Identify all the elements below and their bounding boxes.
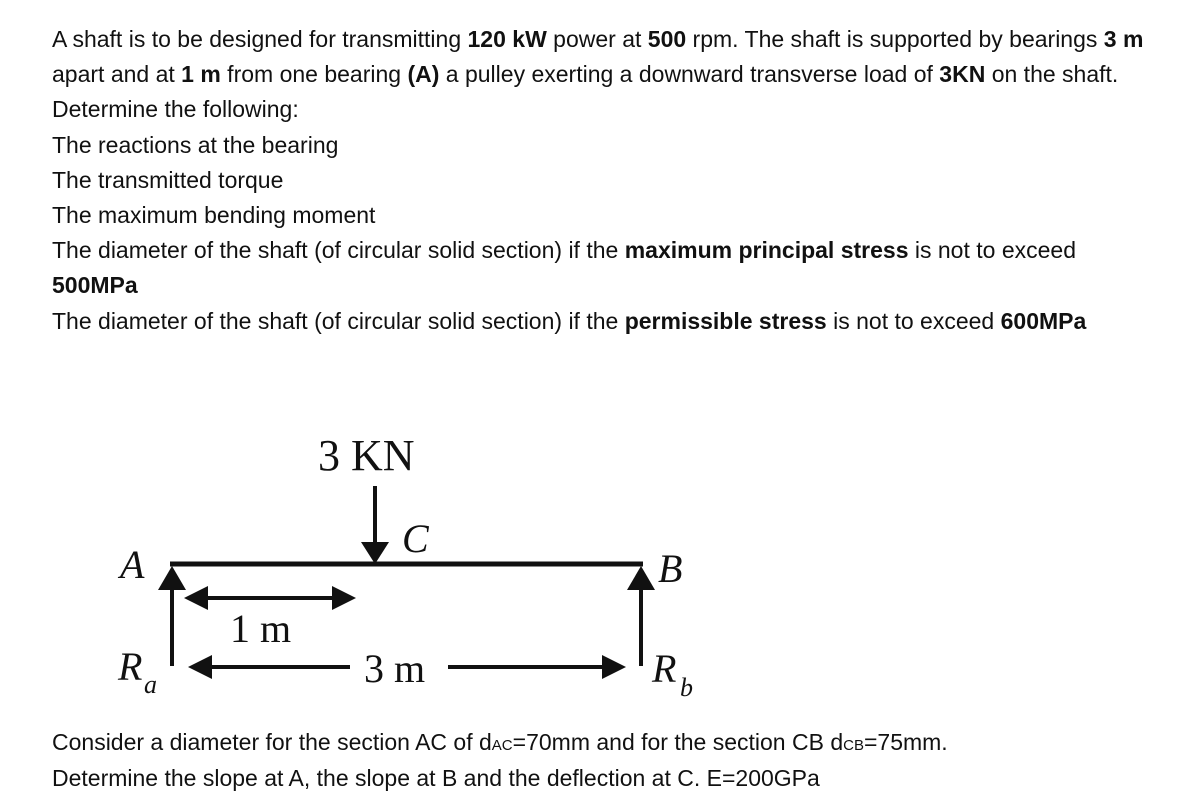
dim-3m-arrow-left [188, 655, 212, 679]
dim-1m-arrow-left [184, 586, 208, 610]
power-value: 120 kW [467, 26, 547, 52]
determine-line: Determine the slope at A, the slope at B and the deflection at C. E=200GPa [52, 765, 820, 791]
diameter-line: Consider a diameter for the section AC of dAC=70mm and for the section CB dCB=75mm. [52, 729, 948, 755]
load-value: 3KN [939, 61, 986, 88]
task-diameter-principal: The diameter of the shaft (of circular solid section) if the maximum principal stress is not to exceed 500MPa [52, 237, 1076, 299]
dim-3m-arrow-right [602, 655, 626, 679]
dim-1m-arrow-right [332, 586, 356, 610]
reaction-a-subscript: a [144, 670, 157, 699]
span-value: 3 m [1103, 26, 1144, 52]
reaction-b-subscript: b [680, 673, 693, 702]
load-arrow-head [361, 542, 389, 564]
reaction-b-label: R [652, 646, 677, 691]
dim-1m-label: 1 m [230, 606, 292, 651]
footer-statement [52, 726, 1162, 795]
reaction-a-arrow-head [158, 566, 186, 590]
shaft-diagram [100, 420, 740, 705]
problem-statement [52, 22, 1162, 339]
task-reactions: The reactions at the bearing [52, 131, 339, 158]
point-b-label: B [658, 546, 683, 591]
point-a-label: A [120, 542, 145, 587]
task-torque: The transmitted torque [52, 166, 284, 193]
reaction-a-label: R [118, 644, 143, 689]
bearing-a-label: (A) [407, 61, 440, 88]
task-diameter-permissible: The diameter of the shaft (of circular solid section) if the permissible stress is not to exceed 600MPa [52, 307, 1087, 334]
dim-3m-label: 3 m [364, 646, 426, 691]
reaction-b-arrow-head [627, 566, 655, 590]
load-label: 3 KN [318, 431, 415, 480]
problem-intro: A shaft is to be designed for transmitting 120 kW power at 500 rpm. The shaft is supported by bearings 3 m apart and at 1 m from one bearing (A) a pulley exerting a downward transverse load of 3KN on the shaft. Determine the following: [52, 26, 1144, 123]
task-bending-moment: The maximum bending moment [52, 202, 376, 229]
rpm-value: 500 [647, 26, 687, 52]
offset-value: 1 m [181, 61, 221, 88]
point-c-label: C [402, 516, 429, 561]
